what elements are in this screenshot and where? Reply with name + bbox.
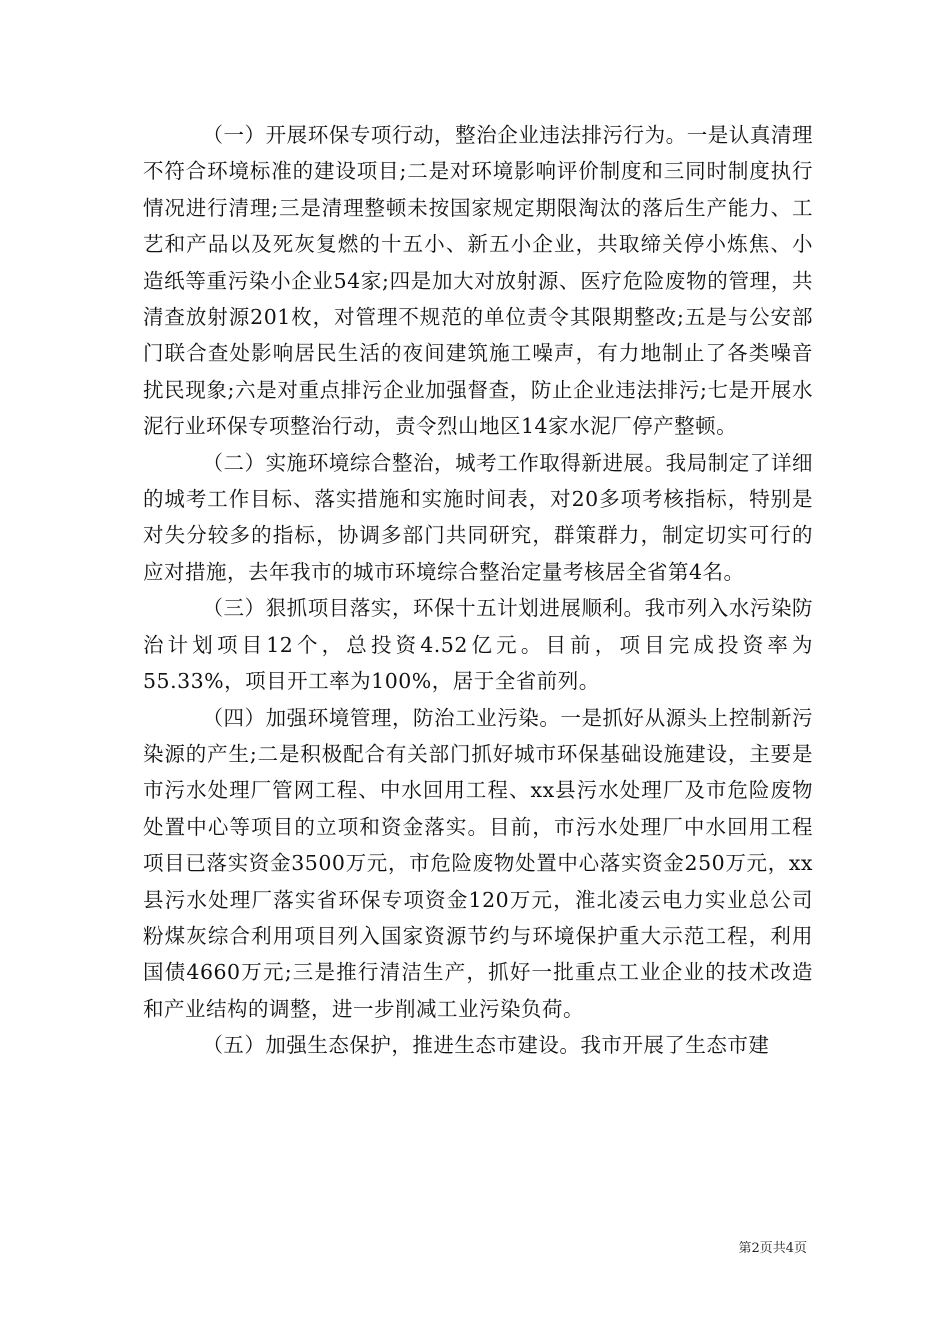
paragraph-2: （二）实施环境综合整治，城考工作取得新进展。我局制定了详细的城考工作目标、落实措施和实施时间表，对20多项考核指标，特别是对失分较多的指标，协调多部门共同研究，群策群力，制定切实可行的应对措施，去年我市的城市环境综合整治定量考核居全省第4名。 [143, 450, 813, 584]
page-number: 第2页共4页 [738, 1241, 807, 1256]
paragraph-1: （一）开展环保专项行动，整治企业违法排污行为。一是认真清理不符合环境标准的建设项目;二是对环境影响评价制度和三同时制度执行情况进行清理;三是清理整顿未按国家规定期限淘汰的落后生产能力、工艺和产品以及死灰复燃的十五小、新五小企业，共取缔关停小炼焦、小造纸等重污染小企业54家;四是加大对放射源、医疗危险废物的管理，共清查放射源201枚，对管理不规范的单位责令其限期整改;五是与公安部门联合查处影响居民生活的夜间建筑施工噪声，有力地制止了各类噪音扰民现象;六是对重点排污企业加强督查，防止企业违法排污;七是开展水泥行业环保专项整治行动，责令烈山地区14家水泥厂停产整顿。 [143, 123, 813, 439]
paragraph-3: （三）狠抓项目落实，环保十五计划进展顺利。我市列入水污染防治计划项目12个，总投资4.52亿元。目前，项目完成投资率为55.33%，项目开工率为100%，居于全省前列。 [143, 596, 813, 694]
paragraph-4: （四）加强环境管理，防治工业污染。一是抓好从源头上控制新污染源的产生;二是积极配合有关部门抓好城市环保基础设施建设，主要是市污水处理厂管网工程、中水回用工程、xx县污水处理厂及市危险废物处置中心等项目的立项和资金落实。目前，市污水处理厂中水回用工程项目已落实资金3500万元，市危险废物处置中心落实资金250万元，xx县污水处理厂落实省环保专项资金120万元，淮北凌云电力实业总公司粉煤灰综合利用项目列入国家资源节约与环境保护重大示范工程，利用国债4660万元;三是推行清洁生产，抓好一批重点工业企业的技术改造和产业结构的调整，进一步削减工业污染负荷。 [143, 705, 813, 1021]
paragraph-5: （五）加强生态保护，推进生态市建设。我市开展了生态市建 [202, 1033, 770, 1058]
document-body [143, 117, 813, 1064]
